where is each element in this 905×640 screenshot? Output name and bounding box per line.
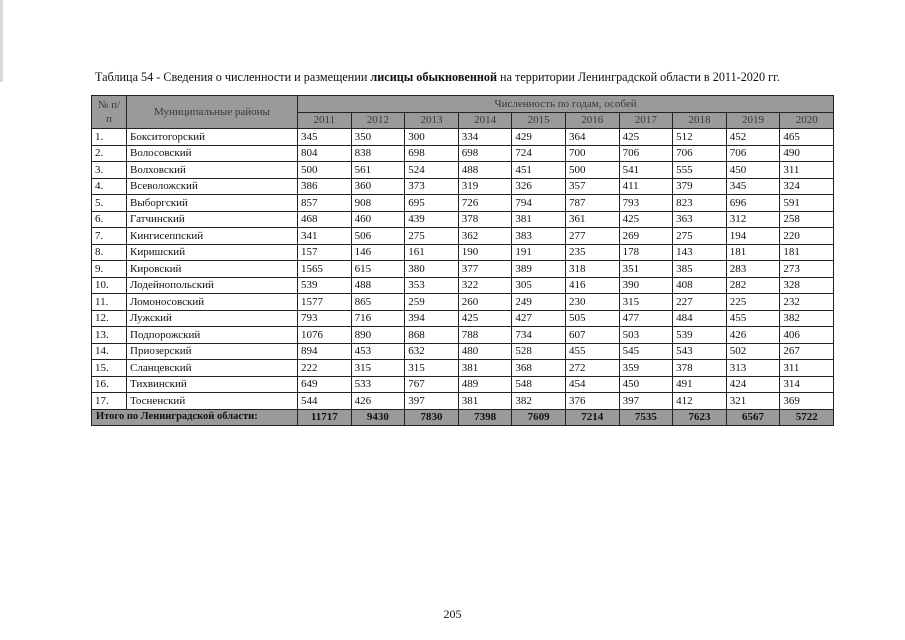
count-cell: 632 xyxy=(405,343,459,360)
row-number: 17. xyxy=(92,393,127,410)
total-cell: 7398 xyxy=(458,409,512,426)
table-row xyxy=(92,162,834,179)
count-cell: 397 xyxy=(619,393,673,410)
count-cell: 305 xyxy=(512,277,566,294)
count-cell: 319 xyxy=(458,178,512,195)
count-cell: 389 xyxy=(512,261,566,278)
count-cell: 300 xyxy=(405,129,459,146)
count-cell: 376 xyxy=(565,393,619,410)
count-cell: 258 xyxy=(780,211,834,228)
row-number: 8. xyxy=(92,244,127,261)
total-cell: 7609 xyxy=(512,409,566,426)
count-cell: 545 xyxy=(619,343,673,360)
district-name: Лодейнопольский xyxy=(127,277,298,294)
year-header-cell: 2017 xyxy=(619,112,673,129)
year-header-cell: 2012 xyxy=(351,112,405,129)
count-cell: 283 xyxy=(726,261,780,278)
count-cell: 406 xyxy=(780,327,834,344)
count-cell: 857 xyxy=(298,195,352,212)
count-cell: 787 xyxy=(565,195,619,212)
count-cell: 341 xyxy=(298,228,352,245)
count-cell: 793 xyxy=(298,310,352,327)
count-cell: 1076 xyxy=(298,327,352,344)
count-cell: 539 xyxy=(673,327,727,344)
count-cell: 500 xyxy=(565,162,619,179)
table-row xyxy=(92,178,834,195)
total-cell: 6567 xyxy=(726,409,780,426)
row-number: 5. xyxy=(92,195,127,212)
count-cell: 706 xyxy=(673,145,727,162)
count-cell: 272 xyxy=(565,360,619,377)
count-cell: 275 xyxy=(673,228,727,245)
year-header-cell: 2011 xyxy=(298,112,352,129)
count-cell: 328 xyxy=(780,277,834,294)
count-cell: 146 xyxy=(351,244,405,261)
count-cell: 181 xyxy=(780,244,834,261)
count-cell: 314 xyxy=(780,376,834,393)
count-cell: 350 xyxy=(351,129,405,146)
count-cell: 194 xyxy=(726,228,780,245)
count-cell: 425 xyxy=(619,129,673,146)
count-cell: 379 xyxy=(673,178,727,195)
count-cell: 726 xyxy=(458,195,512,212)
count-cell: 908 xyxy=(351,195,405,212)
count-cell: 615 xyxy=(351,261,405,278)
count-cell: 269 xyxy=(619,228,673,245)
count-cell: 489 xyxy=(458,376,512,393)
count-cell: 450 xyxy=(619,376,673,393)
count-cell: 490 xyxy=(780,145,834,162)
total-cell: 7623 xyxy=(673,409,727,426)
count-cell: 460 xyxy=(351,211,405,228)
total-label: Итого по Ленинградской области: xyxy=(92,409,298,426)
year-header-cell: 2018 xyxy=(673,112,727,129)
count-cell: 724 xyxy=(512,145,566,162)
table-row xyxy=(92,360,834,377)
count-cell: 360 xyxy=(351,178,405,195)
count-cell: 380 xyxy=(405,261,459,278)
district-name: Волховский xyxy=(127,162,298,179)
population-table xyxy=(91,95,834,426)
count-cell: 394 xyxy=(405,310,459,327)
caption-suffix: на территории Ленинградской области в 2011-2020 гг. xyxy=(497,70,780,84)
count-cell: 788 xyxy=(458,327,512,344)
count-cell: 381 xyxy=(458,393,512,410)
district-name: Тосненский xyxy=(127,393,298,410)
table-row xyxy=(92,195,834,212)
count-cell: 424 xyxy=(726,376,780,393)
count-cell: 267 xyxy=(780,343,834,360)
count-cell: 225 xyxy=(726,294,780,311)
count-cell: 555 xyxy=(673,162,727,179)
count-cell: 894 xyxy=(298,343,352,360)
count-cell: 793 xyxy=(619,195,673,212)
count-cell: 451 xyxy=(512,162,566,179)
count-cell: 1565 xyxy=(298,261,352,278)
count-cell: 528 xyxy=(512,343,566,360)
count-cell: 321 xyxy=(726,393,780,410)
count-cell: 455 xyxy=(726,310,780,327)
header-district: Муниципальные районы xyxy=(127,96,298,129)
count-cell: 543 xyxy=(673,343,727,360)
district-name: Тихвинский xyxy=(127,376,298,393)
table-row xyxy=(92,244,834,261)
count-cell: 450 xyxy=(726,162,780,179)
count-cell: 326 xyxy=(512,178,566,195)
count-cell: 695 xyxy=(405,195,459,212)
count-cell: 364 xyxy=(565,129,619,146)
count-cell: 322 xyxy=(458,277,512,294)
count-cell: 488 xyxy=(458,162,512,179)
district-name: Кингисеппский xyxy=(127,228,298,245)
count-cell: 823 xyxy=(673,195,727,212)
table-caption xyxy=(95,70,875,85)
table-row xyxy=(92,211,834,228)
count-cell: 386 xyxy=(298,178,352,195)
count-cell: 706 xyxy=(619,145,673,162)
count-cell: 533 xyxy=(351,376,405,393)
count-cell: 377 xyxy=(458,261,512,278)
count-cell: 480 xyxy=(458,343,512,360)
total-cell: 9430 xyxy=(351,409,405,426)
district-name: Сланцевский xyxy=(127,360,298,377)
count-cell: 282 xyxy=(726,277,780,294)
table-row xyxy=(92,277,834,294)
count-cell: 318 xyxy=(565,261,619,278)
count-cell: 157 xyxy=(298,244,352,261)
district-name: Волосовский xyxy=(127,145,298,162)
count-cell: 312 xyxy=(726,211,780,228)
count-cell: 381 xyxy=(458,360,512,377)
count-cell: 541 xyxy=(619,162,673,179)
count-cell: 425 xyxy=(619,211,673,228)
count-cell: 273 xyxy=(780,261,834,278)
year-header-cell: 2014 xyxy=(458,112,512,129)
count-cell: 506 xyxy=(351,228,405,245)
count-cell: 362 xyxy=(458,228,512,245)
table-row xyxy=(92,327,834,344)
year-header-cell: 2020 xyxy=(780,112,834,129)
count-cell: 235 xyxy=(565,244,619,261)
row-number: 4. xyxy=(92,178,127,195)
count-cell: 382 xyxy=(512,393,566,410)
count-cell: 249 xyxy=(512,294,566,311)
district-name: Приозерский xyxy=(127,343,298,360)
header-number: № п/п xyxy=(92,96,127,129)
district-name: Кировский xyxy=(127,261,298,278)
count-cell: 512 xyxy=(673,129,727,146)
scan-edge-mark xyxy=(0,0,3,82)
count-cell: 890 xyxy=(351,327,405,344)
district-name: Выборгский xyxy=(127,195,298,212)
count-cell: 700 xyxy=(565,145,619,162)
count-cell: 454 xyxy=(565,376,619,393)
table-row xyxy=(92,310,834,327)
district-name: Киришский xyxy=(127,244,298,261)
count-cell: 453 xyxy=(351,343,405,360)
count-cell: 716 xyxy=(351,310,405,327)
count-cell: 191 xyxy=(512,244,566,261)
count-cell: 178 xyxy=(619,244,673,261)
count-cell: 734 xyxy=(512,327,566,344)
table-row xyxy=(92,343,834,360)
count-cell: 468 xyxy=(298,211,352,228)
total-row xyxy=(92,409,834,426)
count-cell: 359 xyxy=(619,360,673,377)
district-name: Лужский xyxy=(127,310,298,327)
count-cell: 539 xyxy=(298,277,352,294)
count-cell: 465 xyxy=(780,129,834,146)
count-cell: 368 xyxy=(512,360,566,377)
count-cell: 260 xyxy=(458,294,512,311)
count-cell: 649 xyxy=(298,376,352,393)
count-cell: 222 xyxy=(298,360,352,377)
year-header-cell: 2019 xyxy=(726,112,780,129)
row-number: 3. xyxy=(92,162,127,179)
count-cell: 491 xyxy=(673,376,727,393)
count-cell: 363 xyxy=(673,211,727,228)
count-cell: 361 xyxy=(565,211,619,228)
count-cell: 383 xyxy=(512,228,566,245)
count-cell: 698 xyxy=(405,145,459,162)
count-cell: 345 xyxy=(726,178,780,195)
count-cell: 181 xyxy=(726,244,780,261)
caption-prefix: Таблица 54 - Сведения о численности и размещении xyxy=(95,70,371,84)
count-cell: 794 xyxy=(512,195,566,212)
count-cell: 385 xyxy=(673,261,727,278)
count-cell: 698 xyxy=(458,145,512,162)
year-header-cell: 2015 xyxy=(512,112,566,129)
count-cell: 455 xyxy=(565,343,619,360)
row-number: 11. xyxy=(92,294,127,311)
count-cell: 227 xyxy=(673,294,727,311)
count-cell: 311 xyxy=(780,162,834,179)
table-body xyxy=(92,129,834,426)
count-cell: 381 xyxy=(512,211,566,228)
count-cell: 408 xyxy=(673,277,727,294)
count-cell: 190 xyxy=(458,244,512,261)
count-cell: 351 xyxy=(619,261,673,278)
count-cell: 315 xyxy=(351,360,405,377)
count-cell: 561 xyxy=(351,162,405,179)
total-cell: 7535 xyxy=(619,409,673,426)
count-cell: 143 xyxy=(673,244,727,261)
count-cell: 425 xyxy=(458,310,512,327)
district-name: Бокситогорский xyxy=(127,129,298,146)
caption-species: лисицы обыкновенной xyxy=(370,70,497,84)
count-cell: 220 xyxy=(780,228,834,245)
count-cell: 397 xyxy=(405,393,459,410)
count-cell: 259 xyxy=(405,294,459,311)
count-cell: 502 xyxy=(726,343,780,360)
count-cell: 324 xyxy=(780,178,834,195)
count-cell: 334 xyxy=(458,129,512,146)
count-cell: 591 xyxy=(780,195,834,212)
count-cell: 313 xyxy=(726,360,780,377)
count-cell: 524 xyxy=(405,162,459,179)
count-cell: 230 xyxy=(565,294,619,311)
total-cell: 11717 xyxy=(298,409,352,426)
count-cell: 696 xyxy=(726,195,780,212)
count-cell: 548 xyxy=(512,376,566,393)
table-row xyxy=(92,261,834,278)
header-count: Численность по годам, особей xyxy=(298,96,834,113)
count-cell: 865 xyxy=(351,294,405,311)
count-cell: 378 xyxy=(458,211,512,228)
count-cell: 452 xyxy=(726,129,780,146)
district-name: Всеволожский xyxy=(127,178,298,195)
row-number: 16. xyxy=(92,376,127,393)
count-cell: 382 xyxy=(780,310,834,327)
count-cell: 477 xyxy=(619,310,673,327)
count-cell: 1577 xyxy=(298,294,352,311)
count-cell: 315 xyxy=(619,294,673,311)
count-cell: 488 xyxy=(351,277,405,294)
count-cell: 161 xyxy=(405,244,459,261)
district-name: Ломоносовский xyxy=(127,294,298,311)
total-cell: 7214 xyxy=(565,409,619,426)
count-cell: 411 xyxy=(619,178,673,195)
count-cell: 838 xyxy=(351,145,405,162)
count-cell: 378 xyxy=(673,360,727,377)
row-number: 13. xyxy=(92,327,127,344)
row-number: 6. xyxy=(92,211,127,228)
total-cell: 5722 xyxy=(780,409,834,426)
count-cell: 369 xyxy=(780,393,834,410)
count-cell: 416 xyxy=(565,277,619,294)
count-cell: 357 xyxy=(565,178,619,195)
count-cell: 706 xyxy=(726,145,780,162)
district-name: Гатчинский xyxy=(127,211,298,228)
count-cell: 868 xyxy=(405,327,459,344)
year-header-cell: 2016 xyxy=(565,112,619,129)
count-cell: 315 xyxy=(405,360,459,377)
row-number: 14. xyxy=(92,343,127,360)
count-cell: 426 xyxy=(726,327,780,344)
count-cell: 277 xyxy=(565,228,619,245)
total-cell: 7830 xyxy=(405,409,459,426)
table-row xyxy=(92,145,834,162)
count-cell: 804 xyxy=(298,145,352,162)
count-cell: 484 xyxy=(673,310,727,327)
count-cell: 426 xyxy=(351,393,405,410)
row-number: 9. xyxy=(92,261,127,278)
table-row xyxy=(92,393,834,410)
count-cell: 412 xyxy=(673,393,727,410)
row-number: 2. xyxy=(92,145,127,162)
row-number: 15. xyxy=(92,360,127,377)
count-cell: 505 xyxy=(565,310,619,327)
year-header-cell: 2013 xyxy=(405,112,459,129)
table-row xyxy=(92,129,834,146)
count-cell: 311 xyxy=(780,360,834,377)
table-row xyxy=(92,228,834,245)
table-row xyxy=(92,294,834,311)
table-row xyxy=(92,376,834,393)
count-cell: 373 xyxy=(405,178,459,195)
count-cell: 767 xyxy=(405,376,459,393)
count-cell: 232 xyxy=(780,294,834,311)
count-cell: 275 xyxy=(405,228,459,245)
row-number: 12. xyxy=(92,310,127,327)
district-name: Подпорожский xyxy=(127,327,298,344)
row-number: 10. xyxy=(92,277,127,294)
count-cell: 345 xyxy=(298,129,352,146)
count-cell: 500 xyxy=(298,162,352,179)
count-cell: 427 xyxy=(512,310,566,327)
count-cell: 390 xyxy=(619,277,673,294)
page-number: 205 xyxy=(443,607,462,621)
row-number: 7. xyxy=(92,228,127,245)
count-cell: 353 xyxy=(405,277,459,294)
count-cell: 544 xyxy=(298,393,352,410)
count-cell: 503 xyxy=(619,327,673,344)
count-cell: 439 xyxy=(405,211,459,228)
count-cell: 607 xyxy=(565,327,619,344)
count-cell: 429 xyxy=(512,129,566,146)
row-number: 1. xyxy=(92,129,127,146)
